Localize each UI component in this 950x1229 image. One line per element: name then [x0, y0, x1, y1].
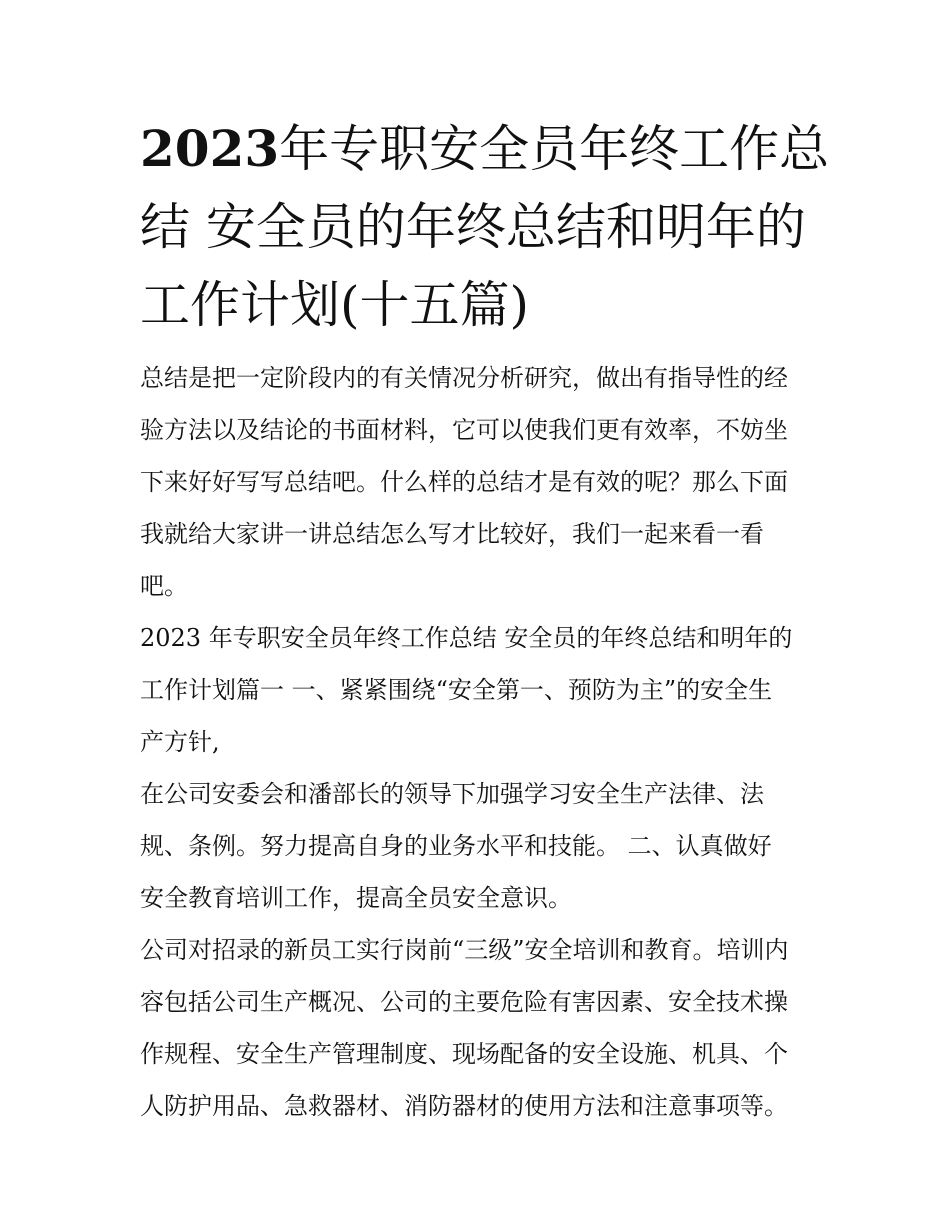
title-line-1 [140, 110, 830, 188]
paragraph-line: 工作计划篇一 一、紧紧围绕“安全第一、预防为主”的安全生 [140, 676, 773, 704]
paragraph-line: 在公司安委会和潘部长的领导下加强学习安全生产法律、法 [140, 780, 764, 808]
paragraph-line: 规、条例。努力提高自身的业务水平和技能。 二、认真做好 [140, 832, 772, 860]
paragraph-line: 2023 年专职安全员年终工作总结 安全员的年终总结和明年的 [140, 624, 793, 652]
document-body [140, 352, 820, 1132]
document-title [140, 110, 830, 344]
paragraph-line: 下来好好写写总结吧。什么样的总结才是有效的呢？那么下面 [140, 468, 788, 496]
title-line-2: 结 安全员的年终总结和明年的 [140, 198, 806, 256]
paragraph-line: 产方针, [140, 728, 220, 756]
paragraph-line: 我就给大家讲一讲总结怎么写才比较好，我们一起来看一看 [140, 520, 764, 548]
paragraph-training [140, 924, 820, 1132]
paragraph-line: 容包括公司生产概况、公司的主要危险有害因素、安全技术操 [140, 988, 788, 1016]
paragraph-line: 公司对招录的新员工实行岗前“三级”安全培训和教育。培训内 [140, 936, 789, 964]
paragraph-line: 验方法以及结论的书面材料，它可以使我们更有效率，不妨坐 [140, 416, 788, 444]
paragraph-line: 总结是把一定阶段内的有关情况分析研究，做出有指导性的经 [140, 364, 788, 392]
title-line-3: 工作计划(十五篇) [140, 276, 530, 334]
paragraph-section-1 [140, 612, 820, 768]
title-line-1-text: 年专职安全员年终工作总 [279, 120, 830, 178]
paragraph-line: 安全教育培训工作，提高全员安全意识。 [140, 884, 572, 912]
paragraph-line: 吧。 [140, 572, 188, 600]
paragraph-study [140, 768, 820, 924]
paragraph-intro [140, 352, 820, 612]
paragraph-line: 作规程、安全生产管理制度、现场配备的安全设施、机具、个 [140, 1040, 788, 1068]
title-year: 2023 [140, 119, 280, 178]
paragraph-line: 人防护用品、急救器材、消防器材的使用方法和注意事项等。 [140, 1092, 788, 1120]
